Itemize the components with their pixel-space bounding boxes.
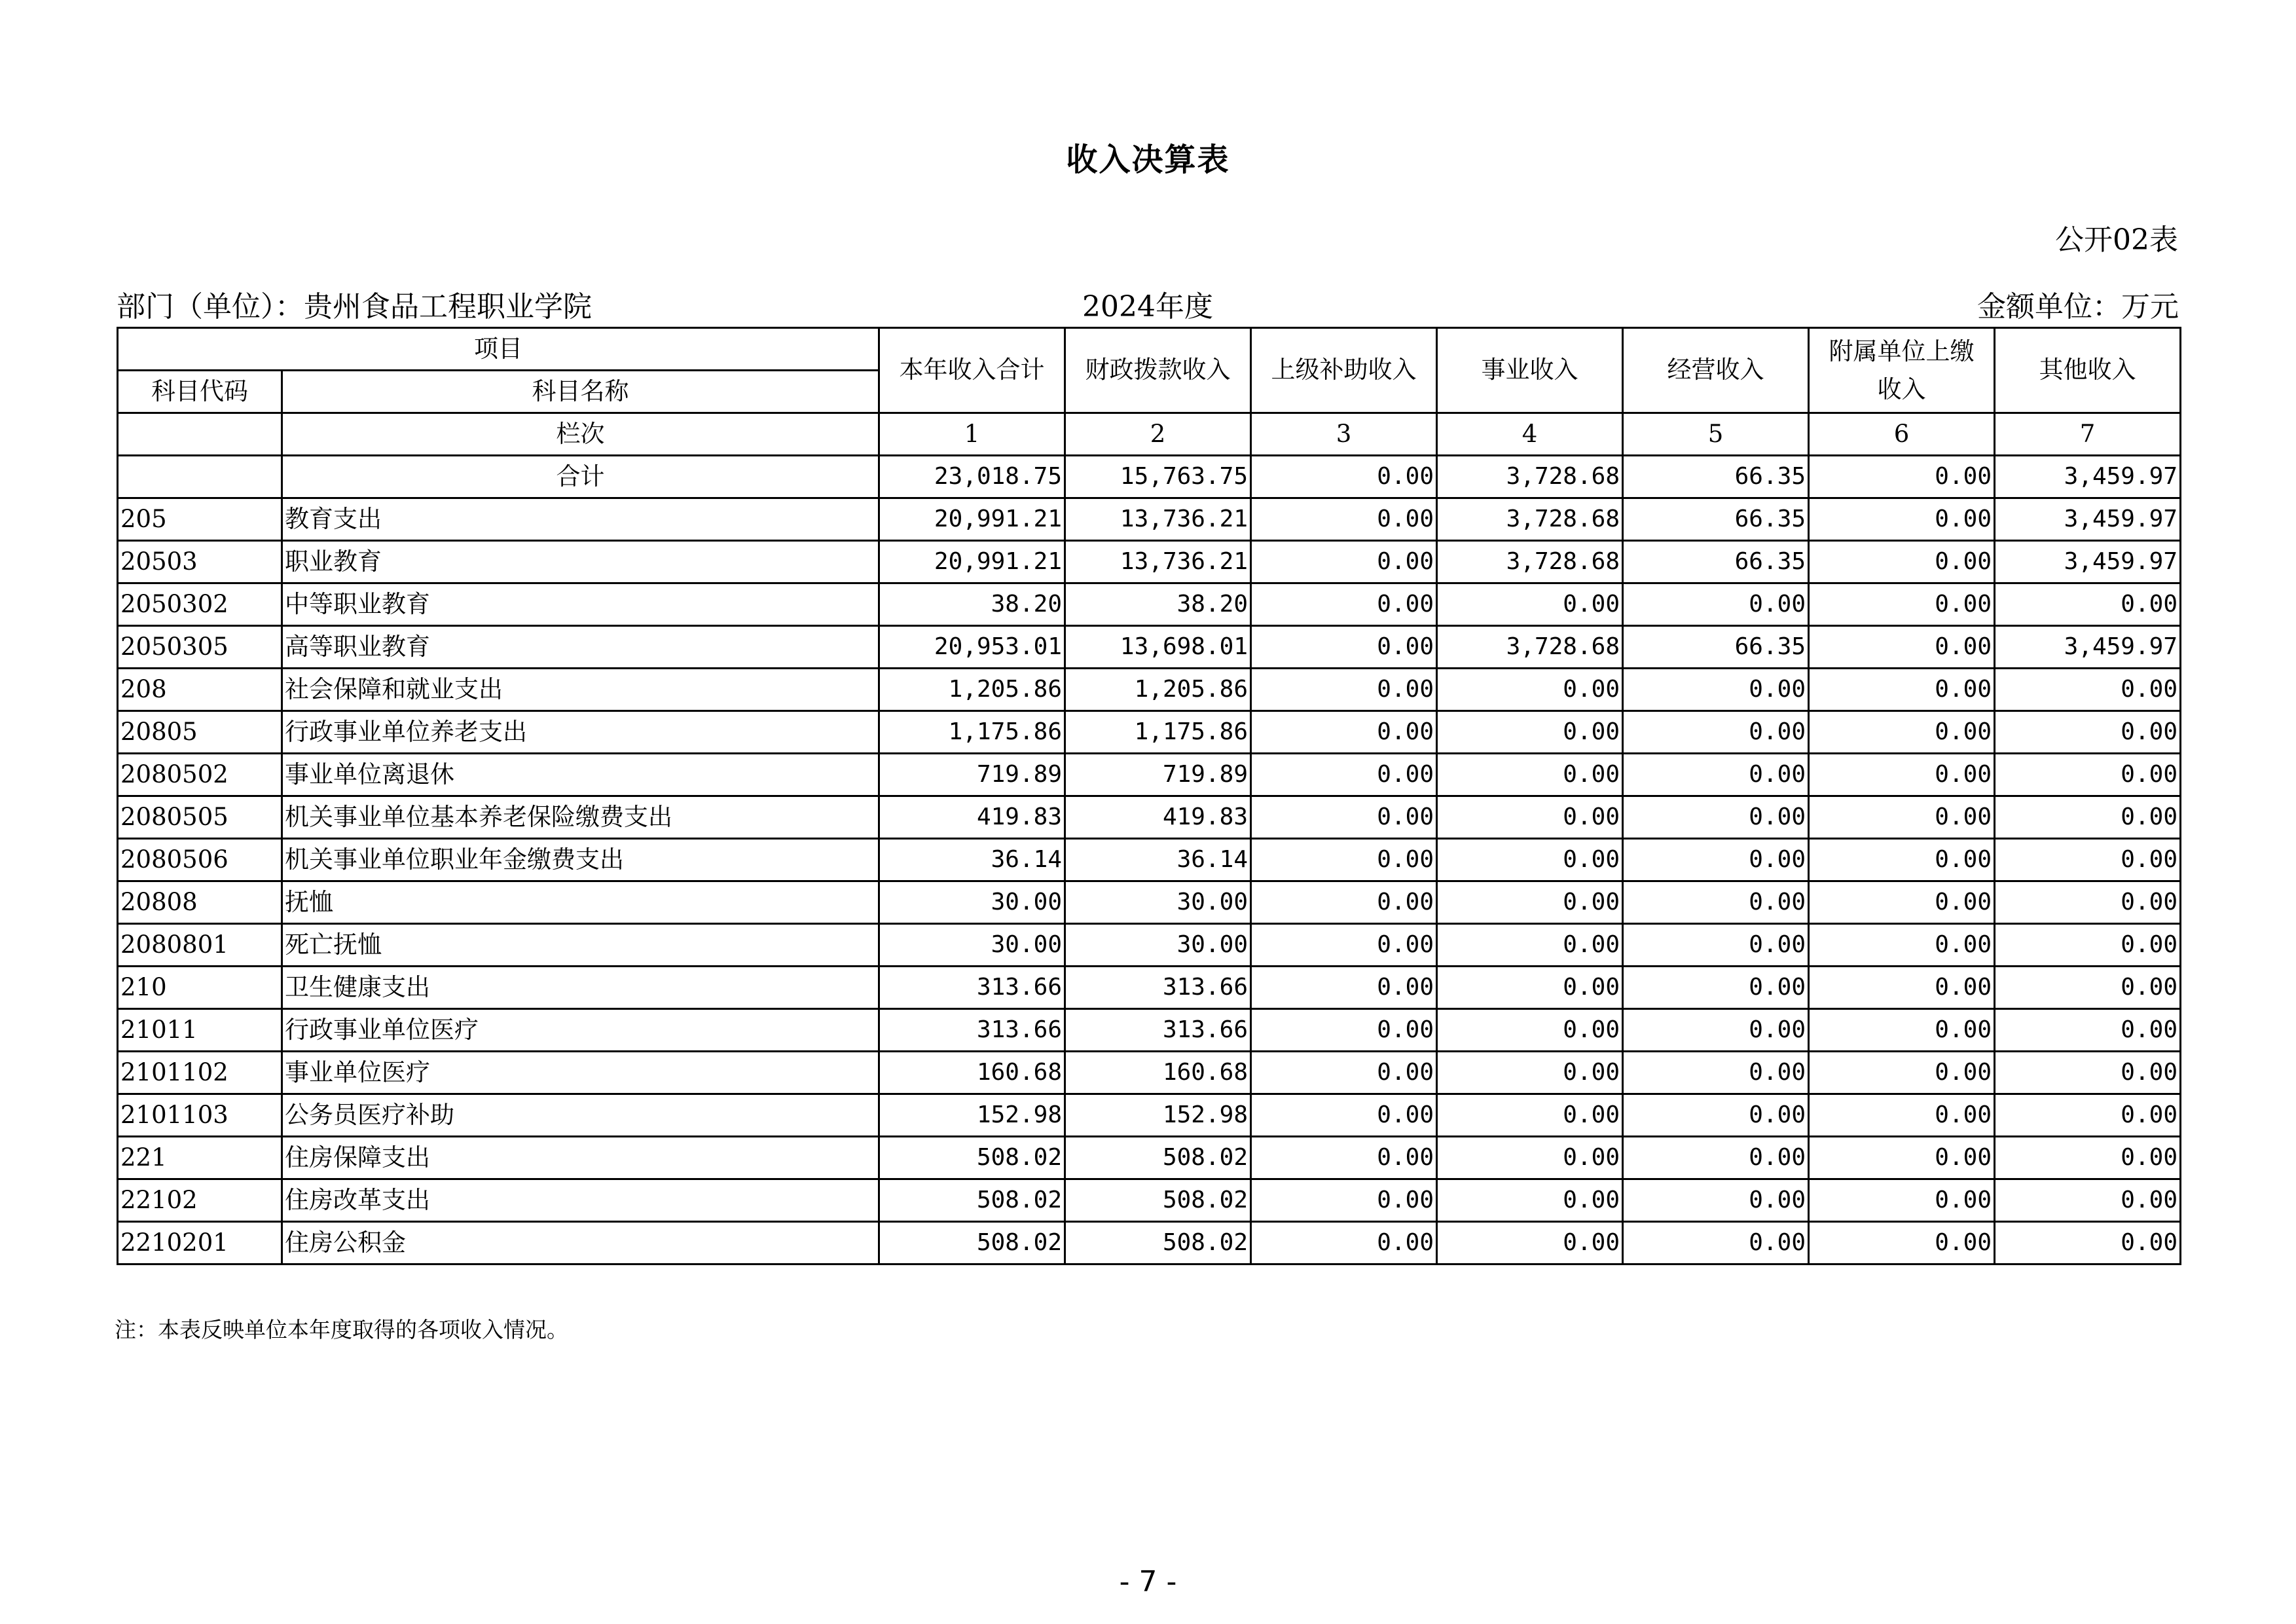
row-value: 0.00 <box>1437 1137 1623 1179</box>
row-value: 38.20 <box>879 583 1065 626</box>
row-name: 死亡抚恤 <box>282 924 879 967</box>
row-value: 0.00 <box>1251 626 1437 669</box>
row-value: 0.00 <box>1251 1052 1437 1094</box>
row-value: 508.02 <box>1065 1179 1251 1222</box>
row-value: 0.00 <box>1437 1009 1623 1052</box>
row-value: 0.00 <box>1623 924 1809 967</box>
row-value: 0.00 <box>1995 583 2181 626</box>
row-value: 0.00 <box>1623 839 1809 881</box>
row-value: 508.02 <box>879 1179 1065 1222</box>
row-value: 0.00 <box>1437 1179 1623 1222</box>
row-value: 0.00 <box>1995 1009 2181 1052</box>
row-value: 0.00 <box>1809 881 1995 924</box>
table-row <box>118 839 2181 881</box>
row-name: 职业教育 <box>282 541 879 583</box>
row-name: 行政事业单位医疗 <box>282 1009 879 1052</box>
row-code: 2210201 <box>118 1222 282 1264</box>
row-value: 0.00 <box>1251 1094 1437 1137</box>
row-value: 0.00 <box>1437 881 1623 924</box>
row-code: 21011 <box>118 1009 282 1052</box>
row-value: 0.00 <box>1995 796 2181 839</box>
row-value: 0.00 <box>1251 967 1437 1009</box>
row-value: 0.00 <box>1809 1009 1995 1052</box>
row-value: 160.68 <box>1065 1052 1251 1094</box>
row-name: 公务员医疗补助 <box>282 1094 879 1137</box>
row-value: 0.00 <box>1623 1222 1809 1264</box>
income-table <box>117 327 2181 1265</box>
total-value: 0.00 <box>1809 456 1995 498</box>
row-value: 313.66 <box>1065 967 1251 1009</box>
header-col-3: 上级补助收入 <box>1251 328 1437 413</box>
row-value: 0.00 <box>1437 924 1623 967</box>
row-name: 高等职业教育 <box>282 626 879 669</box>
header-name: 科目名称 <box>282 371 879 413</box>
row-code: 20808 <box>118 881 282 924</box>
row-code: 2050302 <box>118 583 282 626</box>
row-value: 0.00 <box>1995 669 2181 711</box>
row-value: 1,205.86 <box>879 669 1065 711</box>
row-value: 0.00 <box>1251 924 1437 967</box>
row-value: 3,728.68 <box>1437 541 1623 583</box>
row-value: 0.00 <box>1809 583 1995 626</box>
table-row <box>118 498 2181 541</box>
index-5: 5 <box>1623 413 1809 456</box>
row-value: 160.68 <box>879 1052 1065 1094</box>
row-value: 0.00 <box>1251 498 1437 541</box>
row-value: 0.00 <box>1251 1137 1437 1179</box>
row-value: 0.00 <box>1623 583 1809 626</box>
row-value: 508.02 <box>879 1137 1065 1179</box>
row-code: 210 <box>118 967 282 1009</box>
row-value: 313.66 <box>879 1009 1065 1052</box>
row-value: 3,459.97 <box>1995 498 2181 541</box>
table-row <box>118 626 2181 669</box>
row-value: 0.00 <box>1623 796 1809 839</box>
row-value: 0.00 <box>1251 839 1437 881</box>
row-value: 0.00 <box>1437 1094 1623 1137</box>
row-code: 2050305 <box>118 626 282 669</box>
row-value: 152.98 <box>879 1094 1065 1137</box>
row-value: 30.00 <box>1065 924 1251 967</box>
row-value: 0.00 <box>1995 711 2181 754</box>
row-value: 0.00 <box>1809 796 1995 839</box>
row-name: 教育支出 <box>282 498 879 541</box>
total-value: 15,763.75 <box>1065 456 1251 498</box>
row-value: 0.00 <box>1995 924 2181 967</box>
row-value: 0.00 <box>1623 1009 1809 1052</box>
row-value: 0.00 <box>1437 754 1623 796</box>
total-row <box>118 456 2181 498</box>
row-name: 住房保障支出 <box>282 1137 879 1179</box>
row-value: 3,728.68 <box>1437 626 1623 669</box>
row-value: 508.02 <box>1065 1222 1251 1264</box>
row-value: 0.00 <box>1809 967 1995 1009</box>
row-value: 0.00 <box>1251 1179 1437 1222</box>
header-row-1 <box>118 328 2181 371</box>
row-value: 0.00 <box>1251 796 1437 839</box>
row-value: 0.00 <box>1995 967 2181 1009</box>
row-value: 0.00 <box>1251 754 1437 796</box>
amount-unit-label: 金额单位：万元 <box>1977 290 2179 323</box>
row-name: 机关事业单位基本养老保险缴费支出 <box>282 796 879 839</box>
row-value: 20,953.01 <box>879 626 1065 669</box>
row-value: 30.00 <box>1065 881 1251 924</box>
row-value: 419.83 <box>1065 796 1251 839</box>
row-value: 0.00 <box>1437 711 1623 754</box>
header-item: 项目 <box>118 328 879 371</box>
header-col-6-line2: 收入 <box>1877 375 1926 403</box>
row-value: 0.00 <box>1809 626 1995 669</box>
row-value: 0.00 <box>1623 967 1809 1009</box>
table-row <box>118 711 2181 754</box>
index-label: 栏次 <box>282 413 879 456</box>
row-value: 0.00 <box>1437 669 1623 711</box>
row-name: 卫生健康支出 <box>282 967 879 1009</box>
page-number: - 7 - <box>1119 1565 1177 1598</box>
row-value: 0.00 <box>1995 881 2181 924</box>
form-number: 公开02表 <box>2055 223 2178 257</box>
row-value: 719.89 <box>879 754 1065 796</box>
row-value: 0.00 <box>1809 1137 1995 1179</box>
table-row <box>118 669 2181 711</box>
row-value: 0.00 <box>1437 796 1623 839</box>
table-row <box>118 754 2181 796</box>
row-value: 0.00 <box>1809 669 1995 711</box>
row-code: 208 <box>118 669 282 711</box>
table-row <box>118 541 2181 583</box>
row-value: 13,736.21 <box>1065 498 1251 541</box>
row-value: 313.66 <box>1065 1009 1251 1052</box>
index-4: 4 <box>1437 413 1623 456</box>
row-value: 0.00 <box>1437 1222 1623 1264</box>
row-name: 社会保障和就业支出 <box>282 669 879 711</box>
total-value: 3,459.97 <box>1995 456 2181 498</box>
row-value: 419.83 <box>879 796 1065 839</box>
row-value: 152.98 <box>1065 1094 1251 1137</box>
row-value: 0.00 <box>1995 839 2181 881</box>
row-value: 0.00 <box>1251 583 1437 626</box>
row-name: 机关事业单位职业年金缴费支出 <box>282 839 879 881</box>
row-code: 2101103 <box>118 1094 282 1137</box>
row-value: 0.00 <box>1437 967 1623 1009</box>
index-2: 2 <box>1065 413 1251 456</box>
header-col-5: 经营收入 <box>1623 328 1809 413</box>
row-value: 0.00 <box>1809 1052 1995 1094</box>
row-name: 事业单位离退休 <box>282 754 879 796</box>
row-code: 20503 <box>118 541 282 583</box>
row-code: 2080801 <box>118 924 282 967</box>
row-value: 0.00 <box>1809 711 1995 754</box>
row-value: 0.00 <box>1809 754 1995 796</box>
row-value: 13,736.21 <box>1065 541 1251 583</box>
index-6: 6 <box>1809 413 1995 456</box>
header-col-1: 本年收入合计 <box>879 328 1065 413</box>
row-value: 20,991.21 <box>879 498 1065 541</box>
row-value: 30.00 <box>879 924 1065 967</box>
row-code: 221 <box>118 1137 282 1179</box>
header-col-6 <box>1809 328 1995 413</box>
row-code: 2080506 <box>118 839 282 881</box>
row-value: 0.00 <box>1437 839 1623 881</box>
row-code: 20805 <box>118 711 282 754</box>
row-value: 0.00 <box>1623 754 1809 796</box>
row-value: 0.00 <box>1623 711 1809 754</box>
row-value: 0.00 <box>1623 1052 1809 1094</box>
row-value: 0.00 <box>1809 924 1995 967</box>
index-3: 3 <box>1251 413 1437 456</box>
row-value: 313.66 <box>879 967 1065 1009</box>
row-value: 66.35 <box>1623 498 1809 541</box>
table-row <box>118 1137 2181 1179</box>
table-row <box>118 1009 2181 1052</box>
row-value: 0.00 <box>1623 669 1809 711</box>
row-value: 1,205.86 <box>1065 669 1251 711</box>
total-value: 3,728.68 <box>1437 456 1623 498</box>
row-value: 0.00 <box>1623 1094 1809 1137</box>
row-value: 0.00 <box>1809 1222 1995 1264</box>
index-7: 7 <box>1995 413 2181 456</box>
row-value: 3,459.97 <box>1995 541 2181 583</box>
row-value: 0.00 <box>1251 711 1437 754</box>
page-title: 收入决算表 <box>1066 141 1230 178</box>
row-code: 2101102 <box>118 1052 282 1094</box>
row-code: 2080505 <box>118 796 282 839</box>
row-code: 22102 <box>118 1179 282 1222</box>
table-row <box>118 924 2181 967</box>
row-name: 住房改革支出 <box>282 1179 879 1222</box>
row-value: 0.00 <box>1995 1222 2181 1264</box>
row-value: 719.89 <box>1065 754 1251 796</box>
row-value: 66.35 <box>1623 626 1809 669</box>
row-value: 0.00 <box>1623 1179 1809 1222</box>
table-row <box>118 1094 2181 1137</box>
row-name: 住房公积金 <box>282 1222 879 1264</box>
header-col-2: 财政拨款收入 <box>1065 328 1251 413</box>
table-note: 注：本表反映单位本年度取得的各项收入情况。 <box>115 1317 568 1342</box>
row-value: 3,728.68 <box>1437 498 1623 541</box>
row-value: 66.35 <box>1623 541 1809 583</box>
row-name: 中等职业教育 <box>282 583 879 626</box>
row-value: 3,459.97 <box>1995 626 2181 669</box>
department-label: 部门（单位）：贵州食品工程职业学院 <box>117 290 592 323</box>
row-value: 1,175.86 <box>1065 711 1251 754</box>
row-value: 0.00 <box>1251 669 1437 711</box>
row-value: 13,698.01 <box>1065 626 1251 669</box>
row-value: 0.00 <box>1995 1094 2181 1137</box>
index-empty <box>118 413 282 456</box>
table-row <box>118 881 2181 924</box>
row-value: 36.14 <box>879 839 1065 881</box>
row-value: 38.20 <box>1065 583 1251 626</box>
total-label: 合计 <box>282 456 879 498</box>
row-value: 0.00 <box>1995 1179 2181 1222</box>
header-code: 科目代码 <box>118 371 282 413</box>
row-name: 行政事业单位养老支出 <box>282 711 879 754</box>
row-value: 0.00 <box>1995 754 2181 796</box>
row-value: 0.00 <box>1623 881 1809 924</box>
fiscal-year-label: 2024年度 <box>1082 290 1213 323</box>
table-row <box>118 796 2181 839</box>
table-row <box>118 967 2181 1009</box>
header-col-4: 事业收入 <box>1437 328 1623 413</box>
total-value: 0.00 <box>1251 456 1437 498</box>
row-name: 事业单位医疗 <box>282 1052 879 1094</box>
table-row <box>118 1179 2181 1222</box>
row-name: 抚恤 <box>282 881 879 924</box>
total-value: 66.35 <box>1623 456 1809 498</box>
row-value: 0.00 <box>1809 1094 1995 1137</box>
row-value: 0.00 <box>1809 541 1995 583</box>
row-value: 0.00 <box>1437 583 1623 626</box>
row-value: 36.14 <box>1065 839 1251 881</box>
row-value: 508.02 <box>1065 1137 1251 1179</box>
row-value: 0.00 <box>1251 881 1437 924</box>
row-value: 30.00 <box>879 881 1065 924</box>
table-row <box>118 1052 2181 1094</box>
row-value: 0.00 <box>1809 498 1995 541</box>
table-row <box>118 583 2181 626</box>
total-value: 23,018.75 <box>879 456 1065 498</box>
table-row <box>118 1222 2181 1264</box>
row-value: 0.00 <box>1995 1137 2181 1179</box>
index-row <box>118 413 2181 456</box>
row-value: 20,991.21 <box>879 541 1065 583</box>
row-value: 0.00 <box>1437 1052 1623 1094</box>
row-value: 0.00 <box>1251 1222 1437 1264</box>
row-value: 508.02 <box>879 1222 1065 1264</box>
report-meta <box>117 287 2179 325</box>
row-value: 1,175.86 <box>879 711 1065 754</box>
header-col-7: 其他收入 <box>1995 328 2181 413</box>
row-value: 0.00 <box>1623 1137 1809 1179</box>
row-value: 0.00 <box>1809 839 1995 881</box>
index-1: 1 <box>879 413 1065 456</box>
row-value: 0.00 <box>1995 1052 2181 1094</box>
row-code: 205 <box>118 498 282 541</box>
total-empty <box>118 456 282 498</box>
row-value: 0.00 <box>1251 541 1437 583</box>
header-col-6-line1: 附属单位上缴 <box>1829 337 1975 366</box>
row-code: 2080502 <box>118 754 282 796</box>
row-value: 0.00 <box>1809 1179 1995 1222</box>
row-value: 0.00 <box>1251 1009 1437 1052</box>
